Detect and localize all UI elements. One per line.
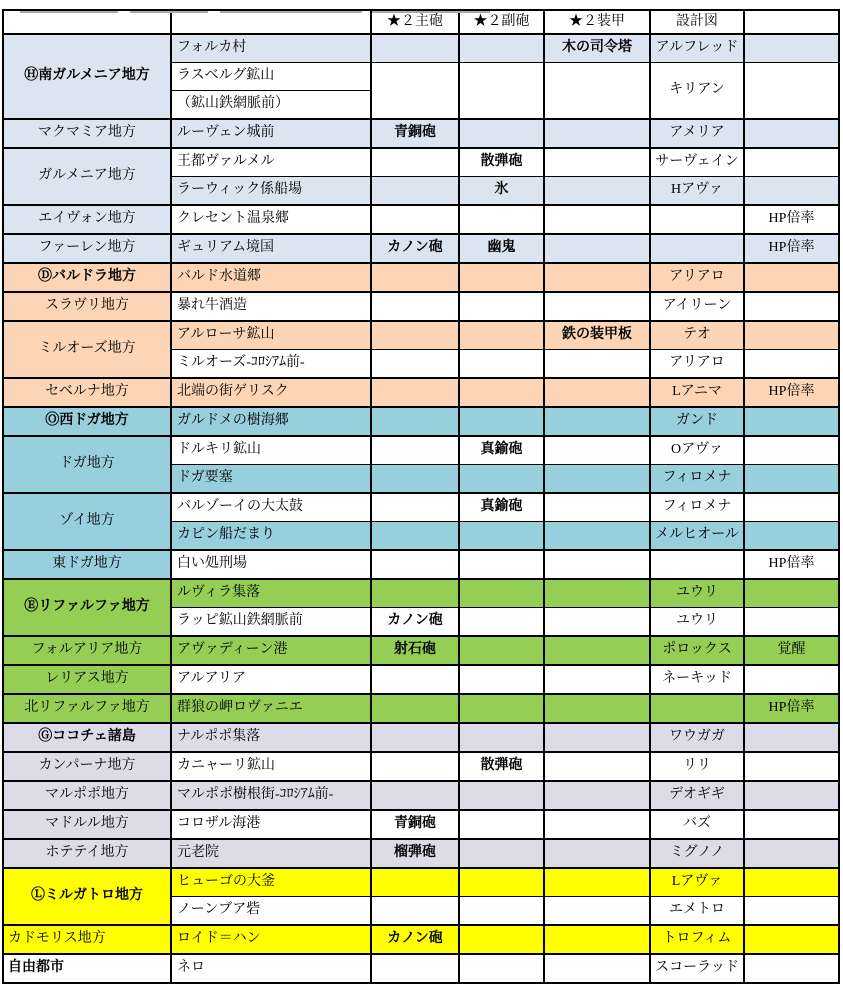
region-cell: ミルオーズ地方 [3, 321, 171, 378]
table-row [3, 723, 839, 752]
region-cell: 東ドガ地方 [3, 550, 171, 579]
location-cell: バルド水道郷 [171, 263, 371, 292]
blueprint-cell: デオギギ [650, 781, 744, 810]
table-row [3, 752, 839, 781]
region-cell: ホテテイ地方 [3, 839, 171, 868]
region-cell: ファーレン地方 [3, 234, 171, 263]
armor-cell [544, 234, 650, 263]
table-row [3, 579, 839, 608]
blueprint-cell: フィロメナ [650, 465, 744, 494]
blueprint-cell: エメトロ [650, 897, 744, 926]
table-row [3, 234, 839, 263]
location-cell: ラスベルグ鉱山 [171, 63, 371, 91]
note-cell [744, 292, 839, 321]
location-cell: ヒューゴの大釜 [171, 868, 371, 897]
main-gun-cell [371, 493, 459, 522]
location-cell: 暴れ牛酒造 [171, 292, 371, 321]
note-cell: HP倍率 [744, 694, 839, 723]
table-row [3, 810, 839, 839]
main-gun-cell: カノン砲 [371, 925, 459, 954]
table-row [3, 550, 839, 579]
region-cell: Ⓓバルドラ地方 [3, 263, 171, 292]
main-gun-cell [371, 436, 459, 465]
sub-gun-cell [459, 781, 544, 810]
armor-cell [544, 925, 650, 954]
column-header: ★２装甲 [544, 10, 650, 34]
location-cell: カピン船だまり [171, 522, 371, 551]
note-cell [744, 493, 839, 522]
note-cell [744, 321, 839, 350]
region-cell: Ⓔリファルファ地方 [3, 579, 171, 636]
main-gun-cell [371, 723, 459, 752]
blueprint-cell: Lアニマ [650, 378, 744, 407]
note-cell [744, 407, 839, 436]
note-cell [744, 868, 839, 897]
spreadsheet-page [0, 9, 843, 976]
table-row [3, 263, 839, 292]
location-cell: ガルドメの樹海郷 [171, 407, 371, 436]
sub-gun-cell: 氷 [459, 177, 544, 206]
region-cell: マクマミア地方 [3, 119, 171, 148]
blueprint-cell: リリ [650, 752, 744, 781]
armor-cell [544, 781, 650, 810]
column-header-empty [3, 10, 171, 34]
main-gun-cell [371, 292, 459, 321]
main-gun-cell [371, 781, 459, 810]
location-cell: ルーヴェン城前 [171, 119, 371, 148]
location-cell: フォルカ村 [171, 34, 371, 63]
main-gun-cell [371, 407, 459, 436]
armor-cell [544, 897, 650, 926]
armor-cell [544, 292, 650, 321]
blueprint-cell: アメリア [650, 119, 744, 148]
table-row [3, 407, 839, 436]
sub-gun-cell [459, 407, 544, 436]
note-cell [744, 954, 839, 983]
note-cell [744, 752, 839, 781]
sub-gun-cell [459, 263, 544, 292]
note-cell [744, 177, 839, 206]
blueprint-cell: アリアロ [650, 263, 744, 292]
armor-cell [544, 752, 650, 781]
location-cell: アルローサ鉱山 [171, 321, 371, 350]
main-gun-cell [371, 205, 459, 234]
location-cell: ラーウィック係船場 [171, 177, 371, 206]
region-cell: エイヴォン地方 [3, 205, 171, 234]
column-header-empty [171, 10, 371, 34]
table-row [3, 925, 839, 954]
region-cell: ゾイ地方 [3, 493, 171, 550]
table-row [3, 292, 839, 321]
note-cell [744, 436, 839, 465]
armor-cell [544, 119, 650, 148]
sub-gun-cell [459, 723, 544, 752]
sub-gun-cell [459, 868, 544, 897]
armor-cell [544, 636, 650, 665]
table-row [3, 493, 839, 522]
sub-gun-cell [459, 608, 544, 637]
armor-cell: 鉄の装甲板 [544, 321, 650, 350]
main-gun-cell [371, 522, 459, 551]
note-cell [744, 34, 839, 63]
location-cell: コロザル海港 [171, 810, 371, 839]
location-cell: ロイド＝ハン [171, 925, 371, 954]
sub-gun-cell [459, 636, 544, 665]
armor-cell [544, 868, 650, 897]
region-cell: Ⓛミルガトロ地方 [3, 868, 171, 925]
sub-gun-cell [459, 205, 544, 234]
location-cell: 元老院 [171, 839, 371, 868]
sub-gun-cell [459, 897, 544, 926]
table-row [3, 321, 839, 350]
sub-gun-cell: 真鍮砲 [459, 493, 544, 522]
location-cell: バルゾーイの大太鼓 [171, 493, 371, 522]
blueprint-cell: フィロメナ [650, 493, 744, 522]
table-row [3, 665, 839, 694]
location-cell: ドガ要塞 [171, 465, 371, 494]
armor-cell [544, 63, 650, 120]
note-cell: 覚醒 [744, 636, 839, 665]
sub-gun-cell [459, 694, 544, 723]
location-cell: ミルオーズ-ｺﾛｼｱﾑ前- [171, 350, 371, 379]
note-cell: HP倍率 [744, 234, 839, 263]
note-cell [744, 119, 839, 148]
table-header [3, 10, 839, 34]
main-gun-cell: 榴弾砲 [371, 839, 459, 868]
region-cell: マドルル地方 [3, 810, 171, 839]
table-row [3, 148, 839, 177]
main-gun-cell [371, 465, 459, 494]
region-cell: 北リファルファ地方 [3, 694, 171, 723]
note-cell [744, 579, 839, 608]
location-cell: 北端の街ゲリスク [171, 378, 371, 407]
table-row [3, 868, 839, 897]
armor-cell [544, 205, 650, 234]
sub-gun-cell [459, 810, 544, 839]
region-cell: Ⓖココチェ諸島 [3, 723, 171, 752]
blueprint-cell: ユウリ [650, 579, 744, 608]
armor-cell [544, 148, 650, 177]
main-gun-cell [371, 263, 459, 292]
location-cell: クレセント温泉郷 [171, 205, 371, 234]
sub-gun-cell [459, 321, 544, 350]
armor-cell [544, 723, 650, 752]
blueprint-cell [650, 694, 744, 723]
sub-gun-cell: 幽鬼 [459, 234, 544, 263]
main-gun-cell [371, 350, 459, 379]
region-cell: カンパーナ地方 [3, 752, 171, 781]
main-gun-cell [371, 63, 459, 120]
armor-cell [544, 522, 650, 551]
location-cell: 群狼の岬ロヴァニエ [171, 694, 371, 723]
location-cell: マルポポ樹根街-ｺﾛｼｱﾑ前- [171, 781, 371, 810]
sub-gun-cell: 散弾砲 [459, 752, 544, 781]
blueprint-cell: ポロックス [650, 636, 744, 665]
note-cell [744, 810, 839, 839]
column-header-empty [744, 10, 839, 34]
table-row [3, 954, 839, 983]
sub-gun-cell [459, 925, 544, 954]
table-row [3, 205, 839, 234]
region-cell: カドモリス地方 [3, 925, 171, 954]
note-cell [744, 148, 839, 177]
note-cell [744, 925, 839, 954]
blueprint-cell: アルフレッド [650, 34, 744, 63]
main-gun-cell: 射石砲 [371, 636, 459, 665]
sub-gun-cell [459, 522, 544, 551]
sub-gun-cell [459, 378, 544, 407]
region-cell: マルポポ地方 [3, 781, 171, 810]
location-cell: アヴァディーン港 [171, 636, 371, 665]
equipment-table [2, 9, 840, 984]
location-cell: 白い処刑場 [171, 550, 371, 579]
sub-gun-cell [459, 550, 544, 579]
table-row [3, 781, 839, 810]
main-gun-cell [371, 897, 459, 926]
location-cell: ドルキリ鉱山 [171, 436, 371, 465]
sub-gun-cell [459, 839, 544, 868]
main-gun-cell [371, 694, 459, 723]
armor-cell [544, 579, 650, 608]
note-cell [744, 781, 839, 810]
location-cell: アルアリア [171, 665, 371, 694]
main-gun-cell: カノン砲 [371, 608, 459, 637]
region-cell: ガルメニア地方 [3, 148, 171, 205]
main-gun-cell: 青銅砲 [371, 810, 459, 839]
note-cell [744, 897, 839, 926]
region-cell: スラヴリ地方 [3, 292, 171, 321]
armor-cell [544, 954, 650, 983]
note-cell: HP倍率 [744, 205, 839, 234]
blueprint-cell [650, 234, 744, 263]
sub-gun-cell [459, 954, 544, 983]
blueprint-cell: トロフィム [650, 925, 744, 954]
table-row [3, 694, 839, 723]
note-cell [744, 522, 839, 551]
armor-cell [544, 350, 650, 379]
region-cell: フォルアリア地方 [3, 636, 171, 665]
armor-cell [544, 493, 650, 522]
cropped-cell-border-fragment [130, 11, 208, 13]
armor-cell [544, 465, 650, 494]
sub-gun-cell [459, 350, 544, 379]
armor-cell: 木の司令塔 [544, 34, 650, 63]
location-cell: ナルポポ集落 [171, 723, 371, 752]
armor-cell [544, 436, 650, 465]
blueprint-cell: アリアロ [650, 350, 744, 379]
sub-gun-cell [459, 63, 544, 120]
blueprint-cell: バズ [650, 810, 744, 839]
location-cell: ギュリアム境国 [171, 234, 371, 263]
armor-cell [544, 608, 650, 637]
cropped-cell-border-fragment [220, 11, 362, 13]
blueprint-cell: ネーキッド [650, 665, 744, 694]
table-row [3, 436, 839, 465]
blueprint-cell: ユウリ [650, 608, 744, 637]
note-cell: HP倍率 [744, 550, 839, 579]
main-gun-cell [371, 868, 459, 897]
main-gun-cell [371, 177, 459, 206]
main-gun-cell [371, 148, 459, 177]
note-cell [744, 839, 839, 868]
location-cell: 王都ヴァルメル [171, 148, 371, 177]
table-row [3, 34, 839, 63]
blueprint-cell: メルヒオール [650, 522, 744, 551]
region-cell: ドガ地方 [3, 436, 171, 493]
sub-gun-cell [459, 465, 544, 494]
blueprint-cell: ミグノノ [650, 839, 744, 868]
armor-cell [544, 694, 650, 723]
armor-cell [544, 378, 650, 407]
sub-gun-cell [459, 119, 544, 148]
blueprint-cell: ガンド [650, 407, 744, 436]
table-body [3, 34, 839, 983]
region-cell: 自由都市 [3, 954, 171, 983]
blueprint-cell: ワウガガ [650, 723, 744, 752]
location-cell: ラッピ鉱山鉄網脈前 [171, 608, 371, 637]
armor-cell [544, 810, 650, 839]
blueprint-cell: テオ [650, 321, 744, 350]
armor-cell [544, 263, 650, 292]
region-cell: レリアス地方 [3, 665, 171, 694]
main-gun-cell [371, 321, 459, 350]
sub-gun-cell [459, 665, 544, 694]
table-row [3, 636, 839, 665]
armor-cell [544, 839, 650, 868]
column-header: ★２副砲 [459, 10, 544, 34]
cropped-cell-border-fragment [20, 11, 118, 13]
main-gun-cell [371, 752, 459, 781]
main-gun-cell [371, 954, 459, 983]
main-gun-cell: カノン砲 [371, 234, 459, 263]
main-gun-cell [371, 550, 459, 579]
sub-gun-cell: 散弾砲 [459, 148, 544, 177]
note-cell: HP倍率 [744, 378, 839, 407]
note-cell [744, 723, 839, 752]
main-gun-cell [371, 665, 459, 694]
location-cell: ネロ [171, 954, 371, 983]
blueprint-cell: Lアヴァ [650, 868, 744, 897]
main-gun-cell [371, 34, 459, 63]
column-header: ★２主砲 [371, 10, 459, 34]
table-row [3, 839, 839, 868]
blueprint-cell: キリアン [650, 63, 744, 120]
main-gun-cell: 青銅砲 [371, 119, 459, 148]
note-cell [744, 263, 839, 292]
table-row [3, 378, 839, 407]
armor-cell [544, 665, 650, 694]
main-gun-cell [371, 579, 459, 608]
armor-cell [544, 407, 650, 436]
table-row [3, 119, 839, 148]
armor-cell [544, 177, 650, 206]
sub-gun-cell: 真鍮砲 [459, 436, 544, 465]
blueprint-cell [650, 205, 744, 234]
region-cell: Ⓗ南ガルメニア地方 [3, 34, 171, 119]
blueprint-cell: アイリーン [650, 292, 744, 321]
note-cell [744, 350, 839, 379]
region-cell: セベルナ地方 [3, 378, 171, 407]
blueprint-cell: Hアヴァ [650, 177, 744, 206]
blueprint-cell: Oアヴァ [650, 436, 744, 465]
column-header: 設計図 [650, 10, 744, 34]
note-cell [744, 665, 839, 694]
sub-gun-cell [459, 579, 544, 608]
blueprint-cell: サーヴェイン [650, 148, 744, 177]
header-row [3, 10, 839, 34]
blueprint-cell [650, 550, 744, 579]
note-cell [744, 63, 839, 120]
location-cell: カニャーリ鉱山 [171, 752, 371, 781]
region-cell: Ⓞ西ドガ地方 [3, 407, 171, 436]
location-cell: （鉱山鉄網脈前） [171, 91, 371, 120]
main-gun-cell [371, 378, 459, 407]
location-cell: ルヴィラ集落 [171, 579, 371, 608]
note-cell [744, 465, 839, 494]
note-cell [744, 608, 839, 637]
cropped-cell-border-fragment [372, 11, 490, 13]
armor-cell [544, 550, 650, 579]
sub-gun-cell [459, 34, 544, 63]
location-cell: ノーンブア砦 [171, 897, 371, 926]
sub-gun-cell [459, 292, 544, 321]
blueprint-cell: スコーラッド [650, 954, 744, 983]
